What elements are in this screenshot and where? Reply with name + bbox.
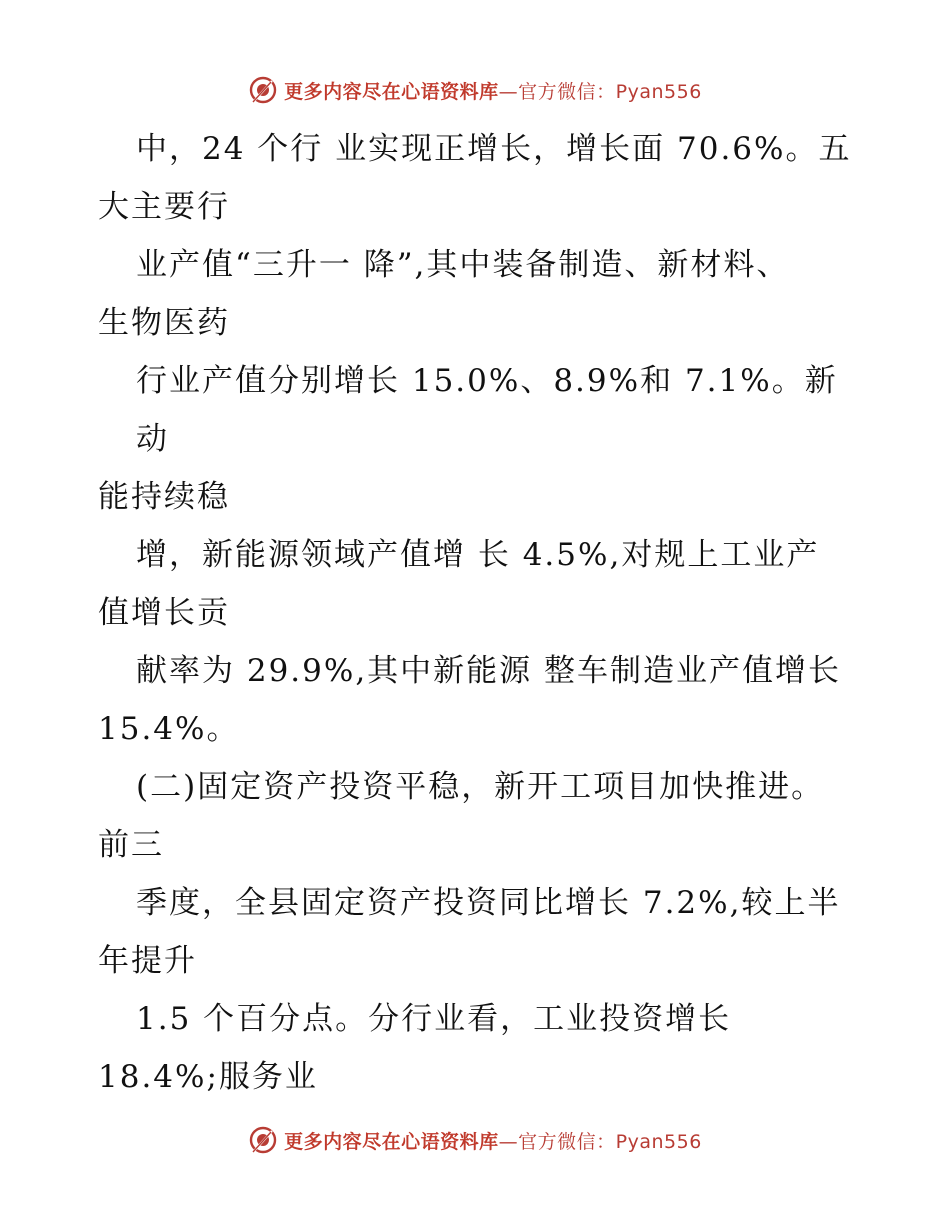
watermark-dash: — (498, 1130, 519, 1153)
footer-watermark (0, 1122, 950, 1158)
header-watermark (0, 72, 950, 108)
watermark-brand: 更多内容尽在心语资料库 (284, 1130, 499, 1153)
text-line: 大主要行 (98, 189, 230, 225)
text-line: 值增长贡 (98, 595, 230, 631)
quill-logo-icon (248, 1125, 278, 1155)
text-line: 能持续稳 (98, 479, 230, 515)
watermark-suffix: 官方微信：Pyan556 (518, 1130, 702, 1153)
text-line: 行业产值分别增长 15.0%、8.9%和 7.1%。新动 (136, 363, 838, 457)
text-line: 生物医药 (98, 305, 230, 341)
text-line: 业产值“三升一 降”,其中装备制造、新材料、 (136, 247, 790, 283)
text-line: 18.4%;服务业 (98, 1059, 318, 1095)
watermark-text (284, 1127, 702, 1154)
text-line: 15.4%。 (98, 711, 240, 747)
watermark-text (284, 77, 702, 104)
watermark-suffix: 官方微信：Pyan556 (518, 80, 702, 103)
text-line: 1.5 个百分点。分行业看，工业投资增长 (136, 1001, 732, 1037)
watermark-brand: 更多内容尽在心语资料库 (284, 80, 499, 103)
text-line: 前三 (98, 827, 164, 863)
text-line: 中，24 个行 业实现正增长，增长面 70.6%。五 (136, 131, 852, 167)
watermark-dash: — (498, 80, 519, 103)
text-line: 季度，全县固定资产投资同比增长 7.2%,较上半 (136, 885, 841, 921)
text-line: 年提升 (98, 943, 197, 979)
text-line: 献率为 29.9%,其中新能源 整车制造业产值增长 (136, 653, 842, 689)
text-line: (二)固定资产投资平稳，新开工项目加快推进。 (136, 769, 825, 805)
document-body (98, 120, 858, 1106)
quill-logo-icon (248, 75, 278, 105)
text-line: 增，新能源领域产值增 长 4.5%,对规上工业产 (136, 537, 820, 573)
